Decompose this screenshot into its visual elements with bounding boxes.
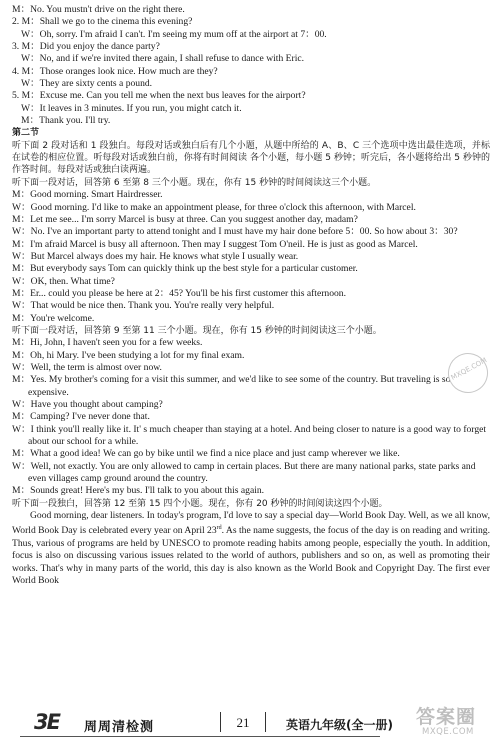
footer-divider — [20, 736, 380, 737]
watermark-title: 答案圈 — [416, 706, 477, 728]
dialogue-line: M：Oh, hi Mary. I've been studying a lot for my final exam. — [12, 349, 245, 361]
watermark-logo — [416, 702, 496, 742]
dialogue-line: W：But Marcel always does my hair. He knows what style I usually wear. — [12, 250, 299, 262]
series-title: 周周清检测 — [84, 720, 155, 735]
dialogue-line: M：What a good idea! We can go by bike until we find a nice place and just camp wherever we like. — [12, 448, 400, 460]
dialogue-line: M：Er... could you please be here at 2：45? You'll be his first customer this afternoon. — [12, 287, 346, 299]
dialogue-line: M：Yes. My brother's coming for a visit this summer, and we'd like to see some of the country. But traveling is so expensive. — [12, 374, 451, 398]
monologue-text-a: Good morning, dear listeners. In today's program, I'd love to say a special day—World Book Day. Well, as we all know, World Book Day is celebrated every year on April 23 — [12, 510, 490, 537]
section-heading: 第二节 — [12, 128, 40, 139]
monologue-paragraph — [12, 510, 490, 587]
page-number: 21 — [220, 712, 266, 732]
dialogue-line: W：Have you thought about camping? — [12, 399, 163, 410]
dialogue-intro: 听下面一段对话，回答第 6 至第 8 三个小题。现在，你有 15 秒钟的时间阅读这三个小题。 — [12, 177, 377, 188]
dialogue-line: M：Thank you. I'll try. — [21, 115, 111, 127]
dialogue-line: W：No. I've an important party to attend tonight and I must have my hair done before 5：00. So how about 3：30? — [12, 226, 458, 238]
dialogue-line: W：Good morning. I'd like to make an appointment please, for three o'clock this afternoon, with Marcel. — [12, 201, 416, 213]
dialogue-line: W：Well, the term is almost over now. — [12, 361, 162, 373]
dialogue-line: M：But everybody says Tom can quickly think up the best style for a particular customer. — [12, 263, 358, 275]
dialogue-line: W：OK, then. What time? — [12, 275, 115, 287]
question-line: 3. M：Did you enjoy the dance party? — [12, 41, 160, 53]
monologue-text-b: . As the name suggests, the focus of the day is on reading and writing. Thus, various of programs are held by UNESCO to promote reading habits among people, especially the youth. In addition, focus is also on discussing various issues related to the world of authors, publishers and so on, as well as promoting their works. That's why in many parts of the world, this day is also known as the World Book and Copyright Day. The first ever World Book — [12, 525, 490, 586]
dialogue-line: M：No. You mustn't drive on the right there. — [12, 4, 185, 15]
dialogue-line: M：Hi, John, I haven't seen you for a few weeks. — [12, 337, 203, 349]
dialogue-line: M：Let me see... I'm sorry Marcel is busy at three. Can you suggest another day, madam? — [12, 213, 358, 225]
ordinal-suffix: rd — [216, 525, 222, 532]
document-body — [12, 4, 490, 587]
dialogue-line: W：They are sixty cents a pound. — [21, 78, 153, 90]
dialogue-line: W：Well, not exactly. You are only allowed to camp in certain places. But there are many national parks, state parks and even villages camp ground around the country. — [12, 460, 476, 485]
question-line: 4. M：Those oranges look nice. How much are they? — [12, 65, 218, 77]
brand-logo: 3E — [34, 710, 59, 734]
dialogue-line: M：I'm afraid Marcel is busy all afternoon. Then may I suggest Tom O'neil. He is just as good as Marcel. — [12, 238, 418, 250]
dialogue-line: M：Camping? I've never done that. — [12, 411, 150, 423]
watermark-url: MXQE.COM — [422, 727, 474, 737]
dialogue-line: M：You're welcome. — [12, 312, 95, 324]
watermark-stamp-text: MXQE.COM — [449, 356, 489, 382]
question-line: 5. M：Excuse me. Can you tell me when the next bus leaves for the airport? — [12, 90, 306, 102]
dialogue-line: M：Sounds great! Here's my bus. I'll talk to you about this again. — [12, 485, 265, 497]
dialogue-line: W：Oh, sorry. I'm afraid I can't. I'm seeing my mum off at the airport at 7：00. — [21, 28, 327, 40]
question-line: 2. M：Shall we go to the cinema this evening? — [12, 16, 193, 28]
dialogue-line: W：That would be nice then. Thank you. You're really very helpful. — [12, 300, 275, 312]
dialogue-line: M：Good morning. Smart Hairdresser. — [12, 189, 163, 201]
dialogue-line: W：It leaves in 3 minutes. If you run, you might catch it. — [21, 102, 242, 114]
dialogue-line: W：No, and if we're invited there again, I shall refuse to dance with Eric. — [21, 53, 305, 65]
dialogue-intro: 听下面一段对话，回答第 9 至第 11 三个小题。现在，你有 15 秒钟的时间阅读这三个小题。 — [12, 325, 382, 336]
book-title: 英语九年级(全一册) — [286, 718, 393, 732]
section-instructions: 听下面 2 段对话和 1 段独白。每段对话或独白后有几个小题，从题中所给的 A、B、C 三个选项中选出最佳选项，并标在试卷的相应位置。听每段对话或独白前，你将有时间阅读 各个小题，每小题 5 秒钟；听完后，各小题将给出 5 秒钟的作答时间。每段对话或独白读两遍。 — [12, 140, 490, 176]
dialogue-line: W：I think you'll really like it. It' s much cheaper than staying at a hotel. And being closer to nature is a good way to forget about our school for a while. — [12, 423, 487, 448]
monologue-intro: 听下面一段独白，回答第 12 至第 15 四个小题。现在，你有 20 秒钟的时间阅读这四个小题。 — [12, 498, 388, 509]
